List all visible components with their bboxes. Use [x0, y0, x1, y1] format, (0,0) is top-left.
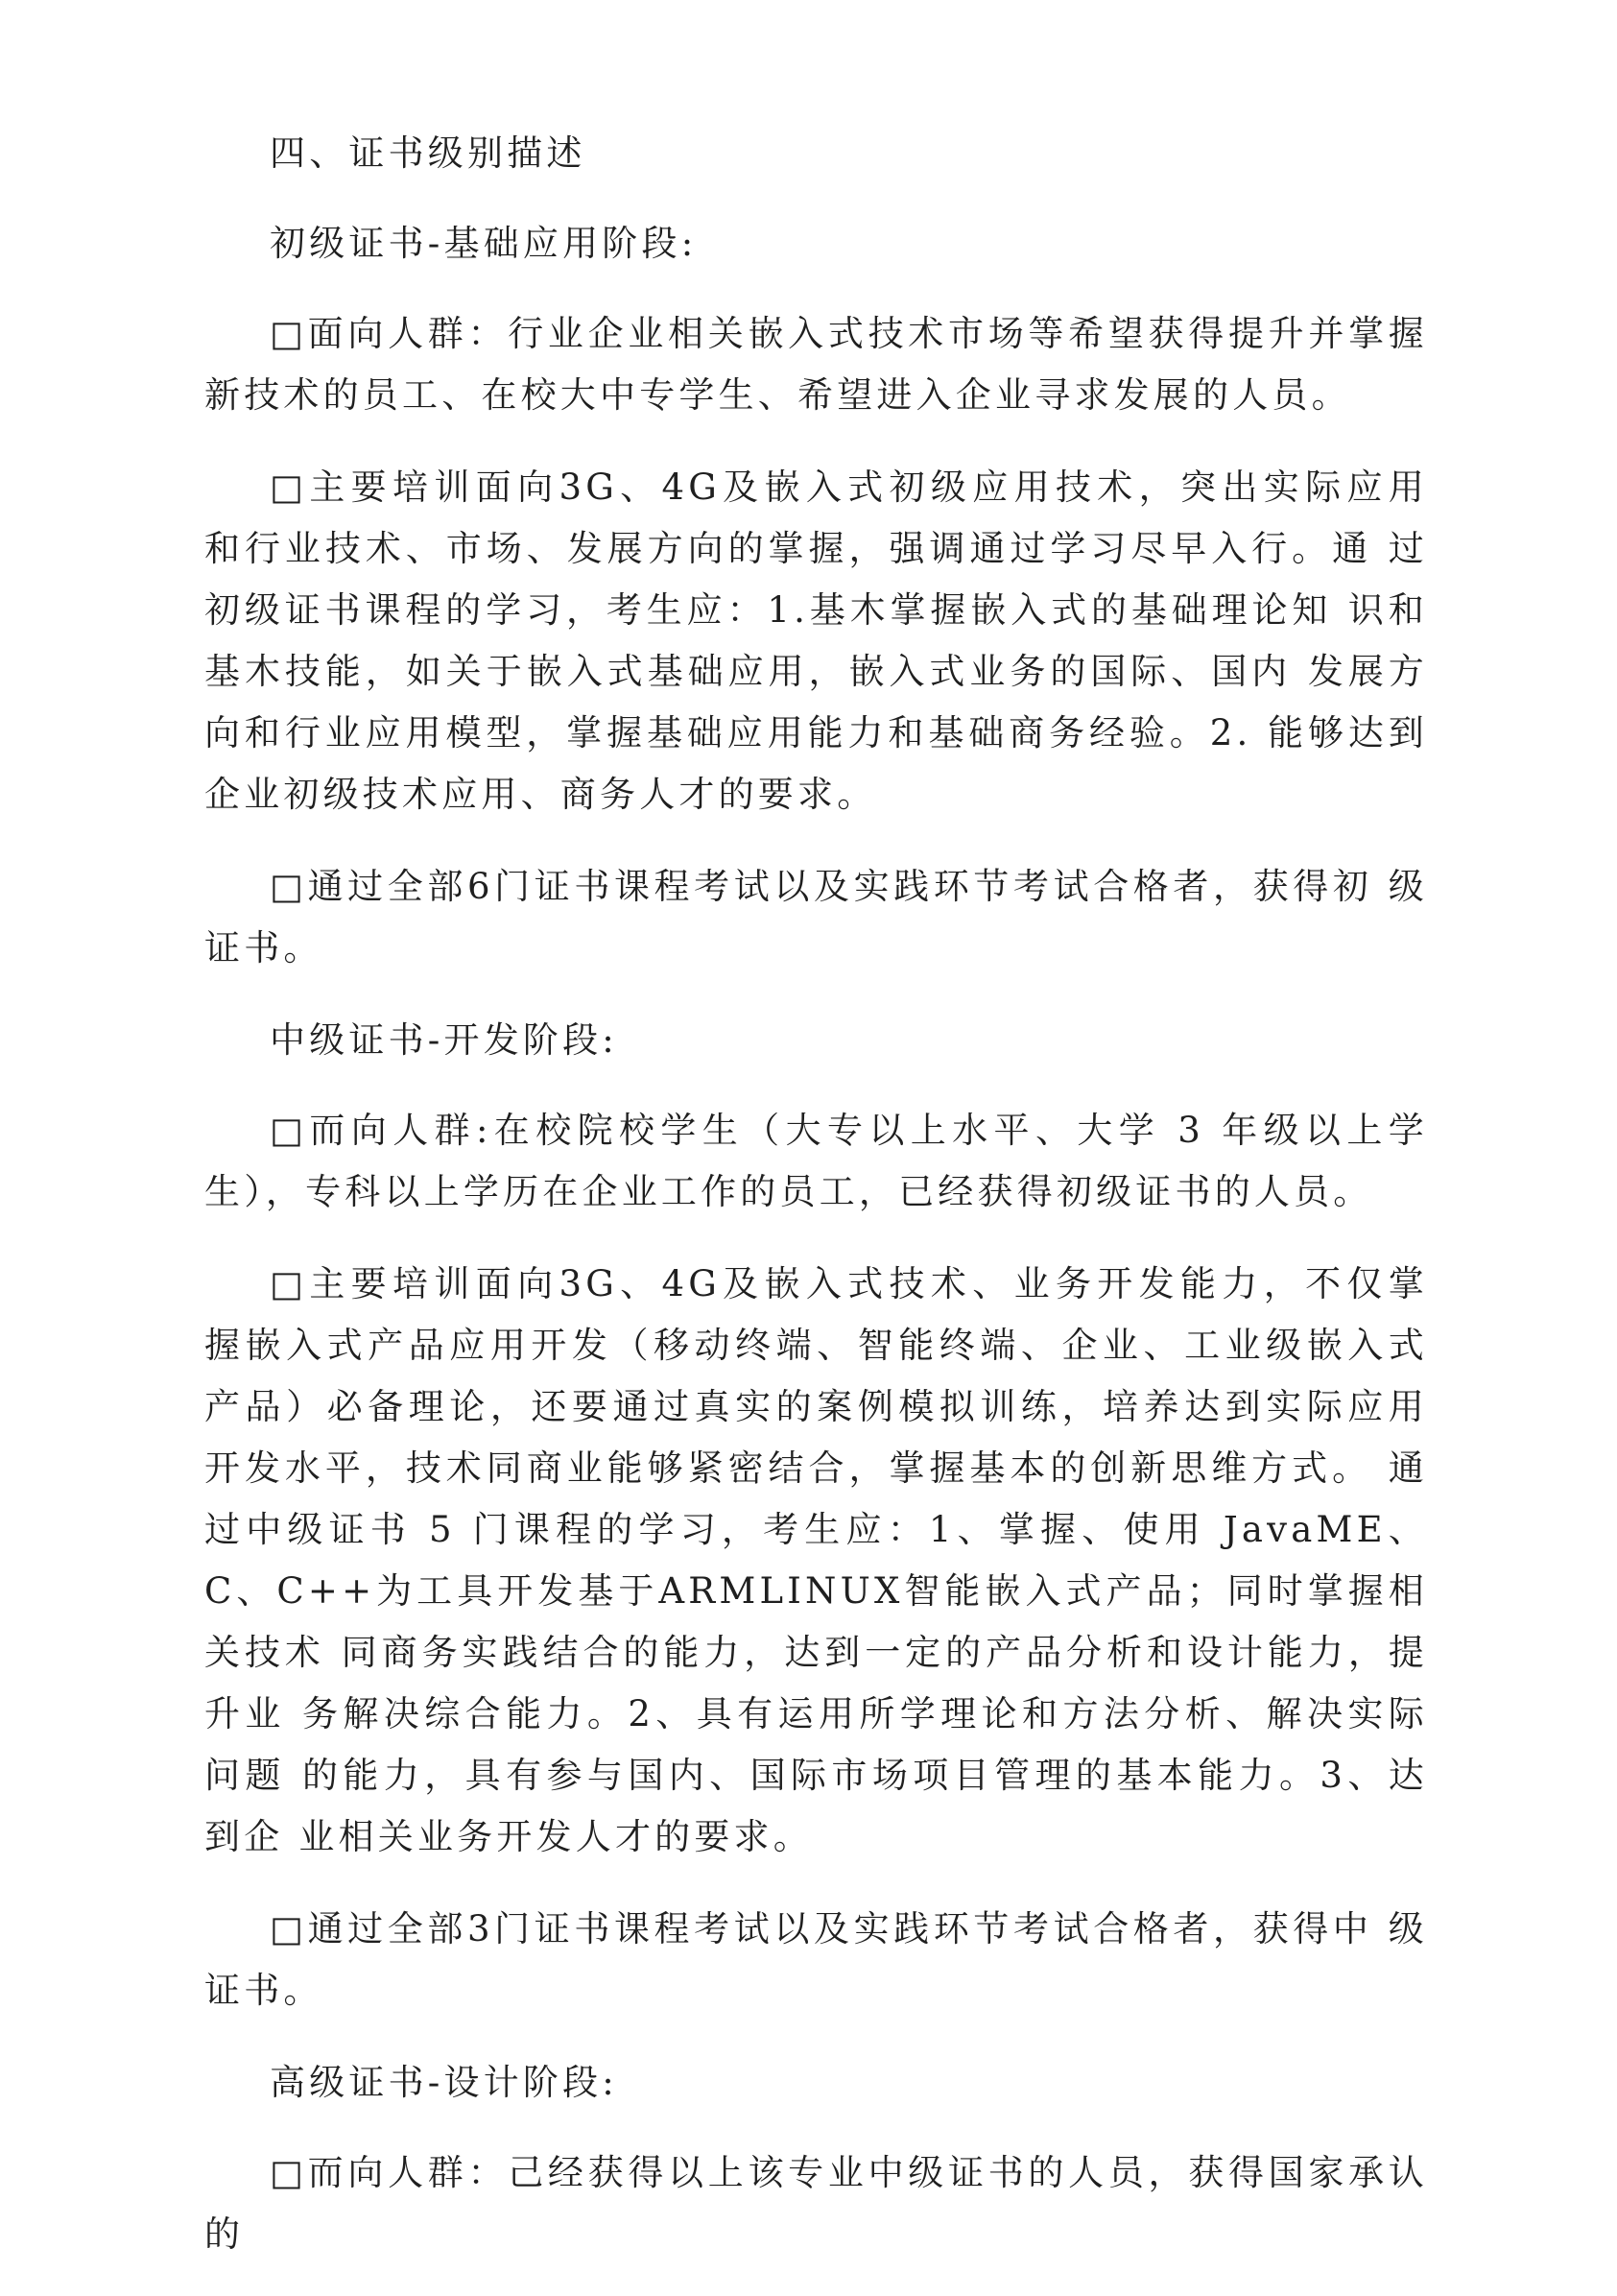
advanced-heading: 高级证书-设计阶段:	[270, 2062, 618, 2103]
primary-heading: 初级证书-基础应用阶段:	[270, 223, 698, 264]
intermediate-exam: □通过全部3门证书课程考试以及实践环节考试合格者，获得中 级证书。	[204, 1908, 1428, 2011]
primary-exam: □通过全部6门证书课程考试以及实践环节考试合格者，获得初 级证书。	[204, 866, 1428, 969]
intermediate-training: □主要培训面向3G、4G及嵌入式技术、业务开发能力，不仅掌 握嵌入式产品应用开发（移动终端、智能终端、企业、工业级嵌入式 产品）必备理论，还要通过真实的案例模拟训练，培养达到实际应用 开发水平，技术同商业能够紧密结合，掌握基本的创新思维方式。 通过中级证书 5 门课程的学习，考生应：1、掌握、使用 JavaME、C、C++为工具开发基于ARMLINUX智能嵌入式产品；同时掌握相关技术 同商务实践结合的能力，达到一定的产品分析和设计能力，提升业 务解决综合能力。2、具有运用所学理论和方法分析、解决实际问题 的能力，具有参与国内、国际市场项目管理的基本能力。3、达到企 业相关业务开发人才的要求。	[204, 1263, 1428, 1857]
section-title: 四、证书级别描述	[270, 132, 586, 174]
document-page	[204, 123, 1428, 2296]
primary-training: □主要培训面向3G、4G及嵌入式初级应用技术，突出实际应用 和行业技术、市场、发展方向的掌握，强调通过学习尽早入行。通 过初级证书课程的学习，考生应：1.基木掌握嵌入式的基础理论知 识和基木技能，如关于嵌入式基础应用，嵌入式业务的国际、国内 发展方向和行业应用模型，掌握基础应用能力和基础商务经验。2. 能够达到企业初级技术应用、商务人才的要求。	[204, 466, 1428, 815]
advanced-audience: □而向人群：己经获得以上该专业中级证书的人员，获得国家承认的	[204, 2152, 1428, 2255]
intermediate-audience: □而向人群:在校院校学生（大专以上水平、大学 3 年级以上学 生），专科以上学历在企业工作的员工，已经获得初级证书的人员。	[204, 1110, 1428, 1212]
intermediate-heading: 中级证书-开发阶段:	[270, 1019, 618, 1061]
primary-audience: □面向人群：行业企业相关嵌入式技术市场等希望获得提升并掌握新技术的员工、在校大中专学生、希望进入企业寻求发展的人员。	[204, 313, 1428, 416]
